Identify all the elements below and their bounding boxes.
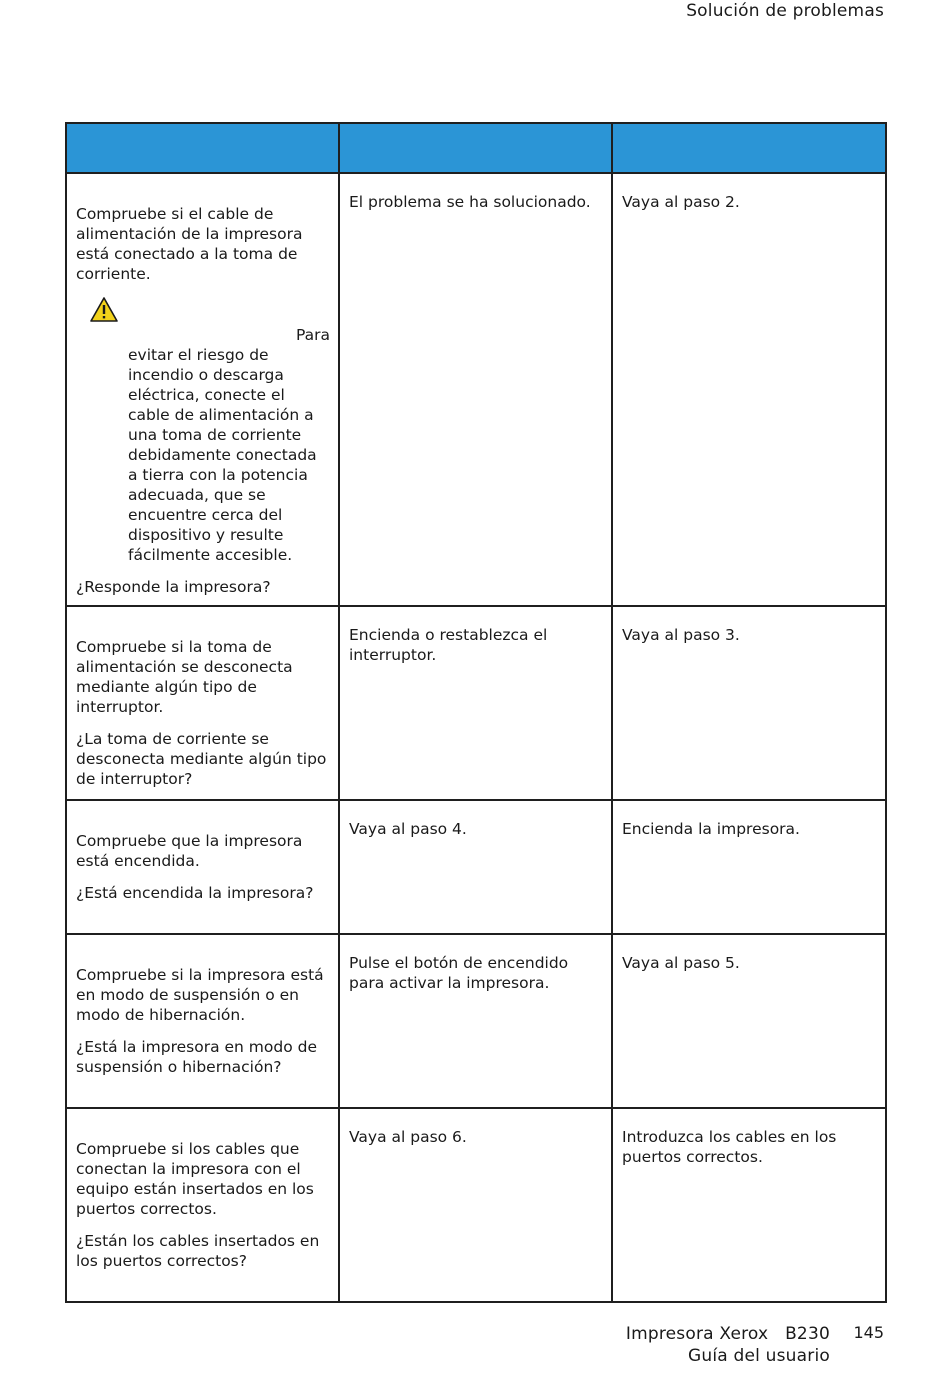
troubleshooting-table [65, 122, 887, 1303]
step-action: Compruebe si la toma de alimentación se desconecta mediante algún tipo de interruptor. [76, 638, 293, 716]
warning-text [128, 325, 330, 565]
step-question: ¿La toma de corriente se desconecta mediante algún tipo de interruptor? [76, 730, 327, 788]
footer-document-info [626, 1323, 830, 1367]
header-cell-action [66, 123, 339, 173]
no-cell: Vaya al paso 2. [612, 173, 886, 606]
step-action: Compruebe si la impresora está en modo de suspensión o en modo de hibernación. [76, 966, 324, 1024]
step-action: Compruebe si el cable de alimentación de la impresora está conectado a la toma de corriente. [76, 205, 303, 283]
table-header-row [66, 123, 886, 173]
step-question: ¿Están los cables insertados en los puertos correctos? [76, 1232, 320, 1270]
table-row [66, 173, 886, 606]
step-cell [66, 606, 339, 800]
table-row [66, 606, 886, 800]
yes-cell: El problema se ha solucionado. [339, 173, 612, 606]
step-question: ¿Responde la impresora? [76, 578, 271, 596]
table-row [66, 1108, 886, 1302]
step-question: ¿Está encendida la impresora? [76, 884, 314, 902]
warning-lead: Para [295, 326, 330, 344]
header-cell-no [612, 123, 886, 173]
table-row [66, 800, 886, 934]
no-cell: Encienda la impresora. [612, 800, 886, 934]
step-cell [66, 934, 339, 1108]
step-cell [66, 1108, 339, 1302]
running-header: Solución de problemas [686, 1, 884, 21]
yes-cell: Encienda o restablezca el interruptor. [339, 606, 612, 800]
page-number: 145 [853, 1323, 884, 1342]
warning-note [76, 296, 330, 565]
no-cell: Introduzca los cables en los puertos correctos. [612, 1108, 886, 1302]
footer-guide: Guía del usuario [687, 1346, 830, 1366]
no-cell: Vaya al paso 5. [612, 934, 886, 1108]
no-cell: Vaya al paso 3. [612, 606, 886, 800]
warning-body: evitar el riesgo de incendio o descarga eléctrica, conecte el cable de alimentación a una toma de corriente debidamente conectada a tierra con la potencia adecuada, que se encuentre cerca del dispositivo y resulte fácilmente accesible. [128, 346, 317, 564]
yes-cell: Vaya al paso 6. [339, 1108, 612, 1302]
footer-product: Impresora Xerox B230 [625, 1324, 830, 1344]
step-action: Compruebe si los cables que conectan la impresora con el equipo están insertados en los puertos correctos. [76, 1140, 314, 1218]
warning-triangle-icon [89, 296, 119, 323]
yes-cell: Vaya al paso 4. [339, 800, 612, 934]
step-question: ¿Está la impresora en modo de suspensión o hibernación? [76, 1038, 317, 1076]
header-cell-yes [339, 123, 612, 173]
step-cell [66, 800, 339, 934]
step-cell [66, 173, 339, 606]
yes-cell: Pulse el botón de encendido para activar la impresora. [339, 934, 612, 1108]
step-action: Compruebe que la impresora está encendida. [76, 832, 303, 870]
table-row [66, 934, 886, 1108]
